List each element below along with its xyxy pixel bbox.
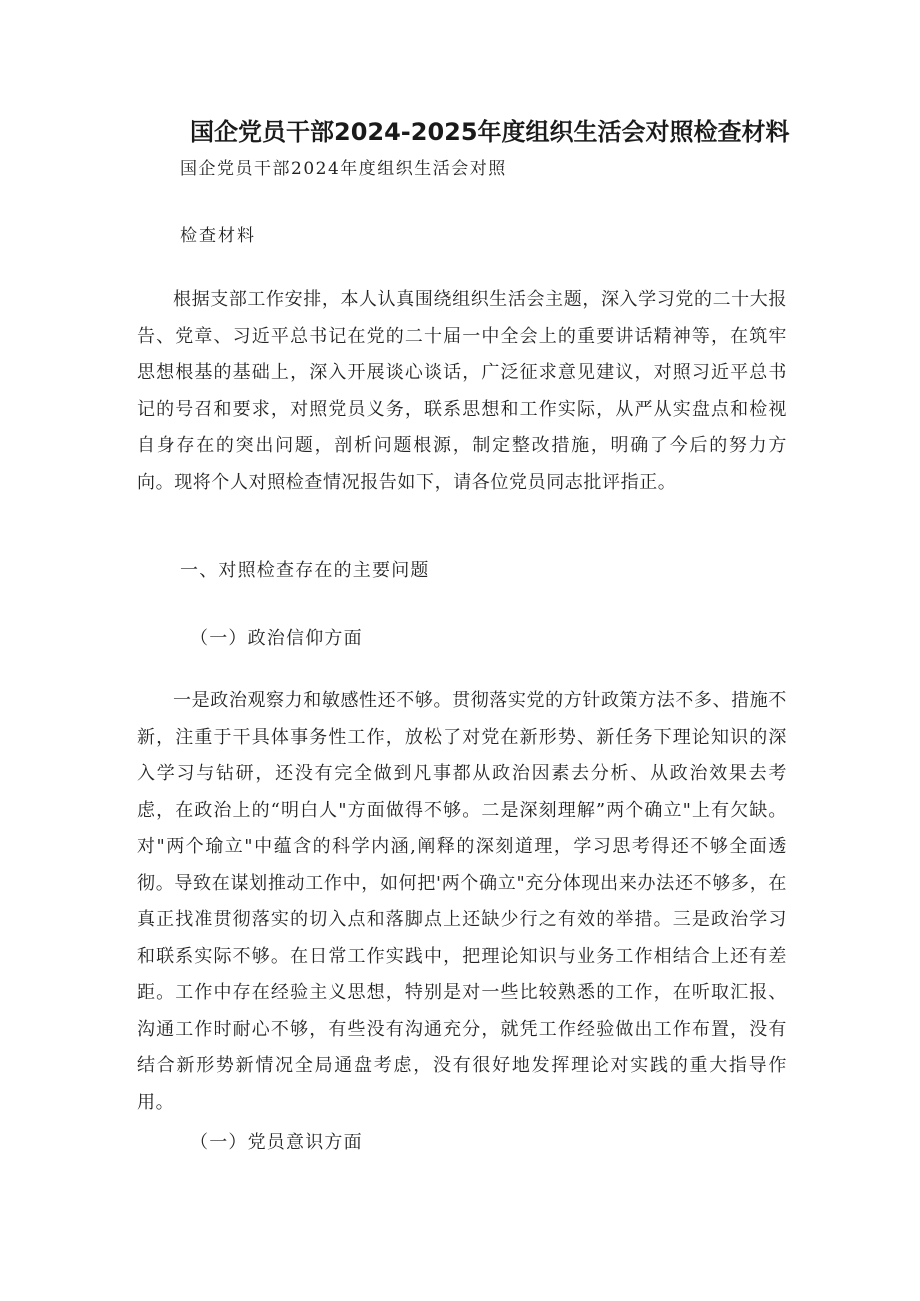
intro-paragraph: 根据支部工作安排，本人认真围绕组织生活会主题，深入学习党的二十大报告、党章、习近平总书记在党的二十届一中全会上的重要讲话精神等，在筑牢思想根基的基础上，深入开展谈心谈话，广泛征求意见建议，对照习近平总书记的号召和要求，对照党员义务，联系思想和工作实际，从严从实盘点和检视自身存在的突出问题，剖析问题根源，制定整改措施，明确了今后的努力方向。现将个人对照检查情况报告如下，请各位党员同志批评指正。 — [137, 289, 787, 493]
section-1-heading: 一、对照检查存在的主要问题 — [180, 560, 430, 581]
subsection-1-heading: （一）政治信仰方面 — [190, 628, 363, 649]
subsection-2-heading: （一）党员意识方面 — [190, 1132, 363, 1153]
document-subtitle: 国企党员干部2024年度组织生活会对照 — [180, 159, 507, 179]
document-subtitle-continued: 检查材料 — [180, 226, 256, 246]
subsection-1-paragraph: 一是政治观察力和敏感性还不够。贯彻落实党的方针政策方法不多、措施不新，注重于干具体事务性工作，放松了对党在新形势、新任务下理论知识的深入学习与钻研，还没有完全做到凡事都从政治因素去分析、从政治效果去考虑，在政治上的“明白人"方面做得不够。二是深刻理解”两个确立"上有欠缺。对"两个瑜立"中蕴含的科学内涵,阐释的深刻道理，学习思考得还不够全面透彻。导致在谋划推动工作中，如何把'两个确立"充分体现出来办法还不够多，在真正找准贯彻落实的切入点和落脚点上还缺少行之有效的举措。三是政治学习和联系实际不够。在日常工作实践中，把理论知识与业务工作相结合上还有差距。工作中存在经验主义思想，特别是对一些比较熟悉的工作，在听取汇报、沟通工作时耐心不够，有些没有沟通充分，就凭工作经验做出工作布置，没有结合新形势新情况全局通盘考虑，没有很好地发挥理论对实践的重大指导作用。 — [137, 690, 787, 1113]
document-title: 国企党员干部2024-2025年度组织生活会对照检查材料 — [190, 118, 790, 146]
